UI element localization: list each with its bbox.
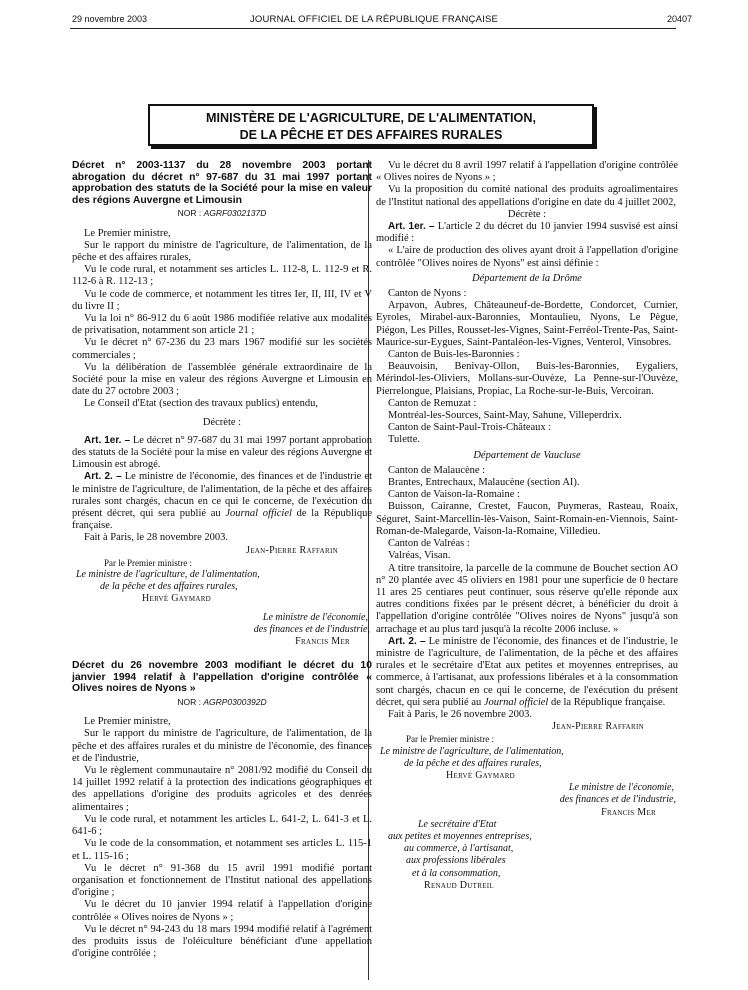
minister-name: Hervé Gaymard	[142, 593, 212, 605]
paragraph: Le Premier ministre,	[84, 716, 171, 728]
minister-title: Le ministre de l'économie,	[568, 782, 674, 794]
secretary-title: aux petites et moyennes entreprises,	[388, 830, 532, 842]
issue-date: 29 novembre 2003	[72, 14, 148, 24]
commune-list: Beauvoisin, Benivay-Ollon, Buis-les-Baronnies, Eygaliers, Mérindol-les-Oliviers, Mollans-sur-Ouvèze, La Penne-sur-l'Ouvèze, Pierrelongue, Plaisians, Propiac, La Roche-sur-le-Buis, Vercoiran.	[376, 361, 678, 397]
canton-name: Canton de Nyons :	[388, 288, 467, 300]
paragraph: Vu le décret du 10 janvier 1994 relatif à l'appellation d'origine contrôlée « Olives noires de Nyons » ;	[72, 899, 372, 923]
article-label: Art. 2. –	[388, 635, 426, 647]
minister-title: Le ministre de l'agriculture, de l'alimentation,	[380, 745, 564, 757]
secretary-title: Le secrétaire d'Etat	[418, 818, 497, 830]
ministry-line2: DE LA PÊCHE ET DES AFFAIRES RURALES	[239, 128, 503, 142]
article-label: Art. 1er. –	[388, 221, 435, 233]
signer-name: Jean-Pierre Raffarin	[552, 721, 644, 733]
article-text: Le ministre de l'économie, des finances et de l'industrie, le ministre de l'agriculture, de l'alimentation, de la pêche et des affaires rurales et le secrétaire d'Etat aux petites et moyennes entreprises, au commerce, à l'artisanat, aux professions libérales et à la consommation sont chargés, chacun en ce qui le concerne, de l'exécution du présent décret, qui sera publié au	[376, 635, 678, 708]
commune-list: Montréal-les-Sources, Saint-May, Sahune, Villeperdrix.	[388, 410, 622, 422]
transitional-clause: A titre transitoire, la parcelle de la commune de Bouchet section AO n° 20 plantée avec 45 oliviers en 1981 pour une superficie de 0 hectare 11 ares 25 centiares peut continuer, sous réserve qu'elle réponde aux autres conditions fixées par le présent décret, à bénéficier du droit à l'appellation d'origine contrôlée "Olives noires de Nyons" jusqu'à son arrachage et au plus tard jusqu'à la récolte 2006 incluse. »	[376, 562, 678, 635]
nor-code: AGRF0302137D	[203, 208, 267, 219]
article-text: Le ministre de l'économie, des finances et de l'industrie et le ministre de l'agriculture, de l'alimentation, de la pêche et des affaires rurales sont chargés, chacun en ce qui le concerne, de l'exécution du présent décret, qui sera publié au	[72, 471, 372, 520]
header-rule	[70, 28, 676, 29]
secretary-title: aux professions libérales	[406, 855, 506, 867]
secretary-title: au commerce, à l'artisanat,	[404, 843, 514, 855]
decree1-title: Décret n° 2003-1137 du 28 novembre 2003 portant abrogation du décret n° 97-687 du 31 mai 1997 portant approbation des statuts de la Société pour la mise en valeur des régions Auvergne et Limousin	[72, 160, 372, 206]
decrete-heading: Décrète :	[202, 416, 242, 428]
secretary-name: Renaud Dutreil	[424, 879, 494, 891]
paragraph: Sur le rapport du ministre de l'agriculture, de l'alimentation, de la pêche et des affaires rurales,	[72, 239, 372, 263]
article-label: Art. 2. –	[84, 471, 122, 483]
canton-name: Canton de Buis-les-Baronnies :	[388, 349, 520, 361]
canton-name: Canton de Valréas :	[388, 538, 470, 550]
article-text: L'article 2 du décret du 10 janvier 1994 susvisé est ainsi modifié :	[376, 221, 678, 245]
quoted-definition: « L'aire de production des olives ayant droit à l'appellation d'origine contrôlée "Olives noires de Nyons" est ainsi définie :	[376, 245, 678, 269]
minister-title: de la pêche et des affaires rurales,	[404, 757, 542, 769]
decree2-title: Décret du 26 novembre 2003 modifiant le décret du 10 janvier 1994 relatif à l'appellation d'origine contrôlée « Olives noires de Nyons »	[72, 660, 372, 695]
paragraph: Vu la loi n° 86-912 du 6 août 1986 modifiée relative aux modalités de privatisation, notamment son article 21 ;	[72, 313, 372, 337]
secretary-title: et à la consommation,	[412, 867, 501, 879]
paragraph: Vu le règlement communautaire n° 2081/92 modifié du Conseil du 14 juillet 1992 relatif à la protection des indications géographiques et des appellations d'origine des produits agricoles et des denrées alimentaires ;	[72, 765, 372, 813]
canton-name: Canton de Malaucène :	[388, 464, 486, 476]
minister-name: Francis Mer	[295, 636, 350, 648]
minister-title: Le ministre de l'agriculture, de l'alimentation,	[76, 569, 260, 581]
fait-a-paris: Fait à Paris, le 26 novembre 2003.	[388, 708, 533, 720]
paragraph: Vu la proposition du comité national des produits agroalimentaires de l'Institut national des appellations d'origine en date du 4 juillet 2002,	[376, 184, 678, 208]
journal-title: JOURNAL OFFICIEL DE LA RÉPUBLIQUE FRANÇAISE	[249, 14, 499, 25]
commune-list: Arpavon, Aubres, Châteauneuf-de-Bordette, Condorcet, Curnier, Eyroles, Mirabel-aux-Baronnies, Montaulieu, Nyons, Le Pègue, Piégon, Les Pilles, Rousset-les-Vignes, Saint-Ferréol-Trente-Pas, Saint-Maurice-sur-Eygues, Saint-Pantaléon-les-Vignes, Venterol, Vinsobres.	[376, 300, 678, 348]
minister-title: Le ministre de l'économie,	[262, 611, 368, 623]
article-text: Le décret n° 97-687 du 31 mai 1997 portant approbation des statuts de la Société pour la mise en valeur des régions Auvergne et Limousin est abrogé.	[72, 434, 372, 471]
nor-label: NOR :	[177, 208, 204, 219]
commune-list: Valréas, Visan.	[388, 550, 451, 562]
article-text: de la République française.	[548, 696, 666, 708]
article-2	[376, 636, 678, 709]
paragraph: Vu le décret n° 94-243 du 18 mars 1994 modifié relatif à l'agrément des produits issus de l'oléiculture bénéficiant d'une appellation d'origine contrôlée ;	[72, 923, 372, 960]
paragraph: Sur le rapport du ministre de l'agriculture, de l'alimentation, de la pêche et des affaires rurales et du ministre de l'économie, des finances et de l'industrie,	[72, 728, 372, 764]
page-number: 20407	[666, 14, 692, 24]
decree1-nor	[72, 207, 372, 219]
paragraph: Le Conseil d'Etat (section des travaux publics) entendu,	[84, 398, 318, 410]
paragraph: Vu le code de la consommation, et notamment ses articles L. 115-1 et L. 115-16 ;	[72, 838, 372, 862]
par-premier-ministre: Par le Premier ministre :	[406, 734, 494, 745]
article-text: de la République française.	[72, 508, 372, 532]
paragraph: Vu la délibération de l'assemblée générale extraordinaire de la Société pour la mise en valeur des régions Auvergne et Limousin en date du 27 octobre 2003 ;	[72, 361, 372, 398]
commune-list: Buisson, Cairanne, Crestet, Faucon, Puymeras, Rasteau, Roaix, Séguret, Saint-Marcellin-lès-Vaison, Saint-Romain-en-Viennois, Saint-Roman-de-Malegarde, Vaison-la-Romaine, Villedieu.	[376, 501, 678, 537]
canton-name: Canton de Remuzat :	[388, 397, 477, 409]
department-heading: Département de la Drôme	[472, 272, 582, 284]
commune-list: Brantes, Entrechaux, Malaucène (section AI).	[388, 477, 580, 489]
article-label: Art. 1er. –	[84, 434, 131, 446]
paragraph: Vu le code rural, et notamment ses articles L. 112-8, L. 112-9 et R. 112-6 à R. 112-13 ;	[72, 264, 372, 288]
minister-title: des finances et de l'industrie,	[559, 794, 676, 806]
paragraph: Vu le décret n° 91-368 du 15 avril 1991 modifié portant organisation et fonctionnement de l'Institut national des appellations d'origine ;	[72, 862, 372, 899]
ministry-line1: MINISTÈRE DE L'AGRICULTURE, DE L'ALIMENTATION,	[206, 111, 536, 125]
article-1	[376, 221, 678, 245]
paragraph: Le Premier ministre,	[84, 227, 171, 239]
right-column	[376, 160, 678, 892]
nor-code: AGRP0300392D	[203, 697, 267, 708]
canton-name: Canton de Vaison-la-Romaine :	[388, 489, 520, 501]
department-heading: Département de Vaucluse	[473, 449, 581, 461]
decrete-heading: Décrète :	[507, 208, 547, 220]
article-1	[72, 435, 372, 472]
nor-label: NOR :	[177, 697, 204, 708]
paragraph: Vu le code rural, et notamment les articles L. 641-2, L. 641-3 et L. 641-6 ;	[72, 813, 372, 838]
paragraph: Vu le décret du 8 avril 1997 relatif à l'appellation d'origine contrôlée « Olives noires de Nyons » ;	[376, 160, 678, 184]
minister-name: Francis Mer	[601, 806, 656, 818]
paragraph: Vu le code de commerce, et notamment les titres Ier, II, III, IV et V du livre II ;	[72, 288, 372, 312]
ministry-box	[148, 104, 594, 146]
minister-title: de la pêche et des affaires rurales,	[100, 581, 238, 593]
article-2	[72, 471, 372, 532]
minister-title: des finances et de l'industrie,	[253, 623, 370, 635]
fait-a-paris: Fait à Paris, le 28 novembre 2003.	[84, 532, 229, 544]
minister-name: Hervé Gaymard	[446, 769, 516, 781]
canton-name: Canton de Saint-Paul-Trois-Châteaux :	[388, 422, 552, 434]
paragraph: Vu le décret n° 67-236 du 23 mars 1967 modifié sur les sociétés commerciales ;	[72, 337, 372, 361]
journal-officiel: Journal officiel	[483, 696, 549, 708]
journal-officiel: Journal officiel	[225, 508, 292, 520]
page-header	[0, 14, 748, 28]
par-premier-ministre: Par le Premier ministre :	[104, 557, 192, 568]
commune-list: Tulette.	[388, 434, 420, 446]
signer-name: Jean-Pierre Raffarin	[246, 544, 338, 556]
left-column	[72, 160, 372, 960]
decree2-nor	[72, 696, 372, 708]
